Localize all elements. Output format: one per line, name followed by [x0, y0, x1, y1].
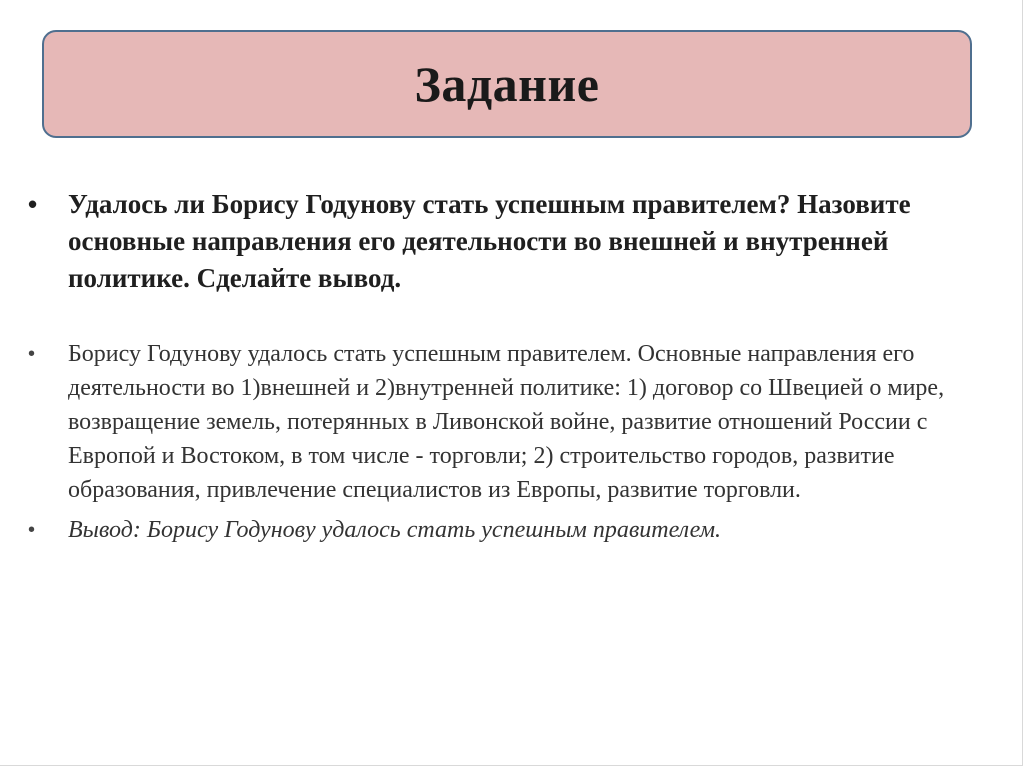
- bullet-marker: •: [28, 189, 38, 219]
- answer-text: Борису Годунову удалось стать успешным правителем. Основные направления его деятельности во 1)внешней и 2)внутренней политике: 1) договор со Швецией о мире, возвращение земель, потерянных в Ливонской войне, развитие отношений России с Европой и Востоком, в том числе - торговли; 2) строительство городов, развитие образования, привлечение специалистов из Европы, развитие торговли.: [68, 341, 945, 503]
- question-text: Удалось ли Борису Годунову стать успешным правителем? Назовите основные направления его деятельности во внешней и внутренней политике. Сделайте вывод.: [68, 189, 911, 293]
- conclusion-text: Вывод: Борису Годунову удалось стать успешным правителем.: [68, 517, 722, 543]
- slide-title: Задание: [414, 56, 600, 112]
- bullet-conclusion: [28, 513, 988, 547]
- title-box: [42, 30, 972, 138]
- bullet-marker: •: [28, 343, 36, 365]
- bullet-question: [28, 186, 988, 297]
- bullet-marker: •: [28, 519, 36, 541]
- bullet-list: [28, 186, 988, 547]
- bullet-answer: [28, 337, 988, 507]
